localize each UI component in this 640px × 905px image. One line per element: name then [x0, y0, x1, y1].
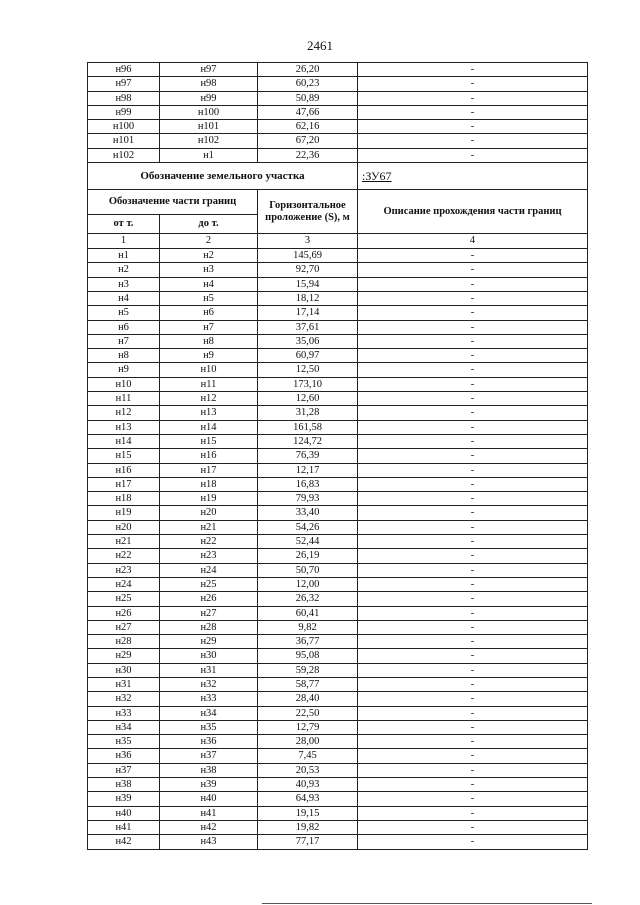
from-point-cell: н34	[88, 720, 160, 734]
table-row	[88, 134, 588, 148]
to-point-cell: н99	[160, 91, 258, 105]
length-cell: 35,06	[258, 334, 358, 348]
description-cell: -	[358, 592, 588, 606]
to-point-cell: н16	[160, 449, 258, 463]
to-point-cell: н28	[160, 620, 258, 634]
to-point-cell: н11	[160, 377, 258, 391]
top-rows	[88, 63, 588, 163]
to-point-cell: н8	[160, 334, 258, 348]
description-cell: -	[358, 363, 588, 377]
to-point-cell: н12	[160, 392, 258, 406]
to-point-cell: н5	[160, 291, 258, 305]
description-cell: -	[358, 349, 588, 363]
length-cell: 77,17	[258, 835, 358, 849]
length-cell: 28,40	[258, 692, 358, 706]
description-cell: -	[358, 334, 588, 348]
table-row	[88, 592, 588, 606]
table-row	[88, 563, 588, 577]
description-cell: -	[358, 263, 588, 277]
to-point-cell: н23	[160, 549, 258, 563]
length-cell: 17,14	[258, 306, 358, 320]
to-point-cell: н41	[160, 806, 258, 820]
from-point-cell: н28	[88, 635, 160, 649]
plot-row	[88, 163, 588, 190]
table-row	[88, 463, 588, 477]
to-point-cell: н15	[160, 434, 258, 448]
bottom-rule	[262, 903, 592, 904]
from-point-cell: н17	[88, 477, 160, 491]
length-cell: 60,23	[258, 77, 358, 91]
from-point-cell: н6	[88, 320, 160, 334]
from-point-cell: н100	[88, 120, 160, 134]
from-point-cell: н21	[88, 535, 160, 549]
length-cell: 64,93	[258, 792, 358, 806]
table-row	[88, 706, 588, 720]
from-point-cell: н18	[88, 492, 160, 506]
to-point-cell: н1	[160, 148, 258, 162]
table-row	[88, 763, 588, 777]
to-point-cell: н4	[160, 277, 258, 291]
from-point-cell: н40	[88, 806, 160, 820]
description-cell: -	[358, 134, 588, 148]
description-cell: -	[358, 120, 588, 134]
from-point-cell: н11	[88, 392, 160, 406]
to-point-cell: н17	[160, 463, 258, 477]
table-row	[88, 635, 588, 649]
to-point-cell: н7	[160, 320, 258, 334]
description-cell: -	[358, 434, 588, 448]
description-cell: -	[358, 720, 588, 734]
from-point-cell: н35	[88, 735, 160, 749]
to-point-cell: н40	[160, 792, 258, 806]
description-cell: -	[358, 806, 588, 820]
to-point-cell: н102	[160, 134, 258, 148]
length-cell: 18,12	[258, 291, 358, 305]
to-point-cell: н31	[160, 663, 258, 677]
from-point-cell: н39	[88, 792, 160, 806]
length-cell: 26,19	[258, 549, 358, 563]
table-row	[88, 334, 588, 348]
length-cell: 15,94	[258, 277, 358, 291]
to-point-cell: н2	[160, 249, 258, 263]
table-row	[88, 249, 588, 263]
length-cell: 60,41	[258, 606, 358, 620]
length-cell: 76,39	[258, 449, 358, 463]
part-designation-header: Обозначение части границ	[88, 190, 258, 215]
description-cell: -	[358, 306, 588, 320]
length-cell: 20,53	[258, 763, 358, 777]
table-row	[88, 263, 588, 277]
to-point-cell: н13	[160, 406, 258, 420]
table-row	[88, 91, 588, 105]
from-point-cell: н9	[88, 363, 160, 377]
length-cell: 52,44	[258, 535, 358, 549]
to-point-cell: н42	[160, 820, 258, 834]
to-point-cell: н39	[160, 778, 258, 792]
column-number: 2	[160, 234, 258, 249]
from-point-cell: н1	[88, 249, 160, 263]
table-row	[88, 663, 588, 677]
table-row	[88, 749, 588, 763]
description-cell: -	[358, 377, 588, 391]
description-cell: -	[358, 635, 588, 649]
length-cell: 58,77	[258, 677, 358, 691]
length-cell: 95,08	[258, 649, 358, 663]
to-point-cell: н9	[160, 349, 258, 363]
to-point-cell: н10	[160, 363, 258, 377]
from-point-cell: н14	[88, 434, 160, 448]
to-point-cell: н27	[160, 606, 258, 620]
description-cell: -	[358, 692, 588, 706]
table-row	[88, 835, 588, 849]
table-row	[88, 820, 588, 834]
description-cell: -	[358, 506, 588, 520]
to-point-cell: н36	[160, 735, 258, 749]
description-header: Описание прохождения части границ	[358, 190, 588, 234]
table-row	[88, 449, 588, 463]
table-row	[88, 477, 588, 491]
length-cell: 19,15	[258, 806, 358, 820]
length-cell: 161,58	[258, 420, 358, 434]
description-cell: -	[358, 735, 588, 749]
from-point-cell: н27	[88, 620, 160, 634]
table-row	[88, 806, 588, 820]
to-point-cell: н29	[160, 635, 258, 649]
description-cell: -	[358, 463, 588, 477]
plot-value: :ЗУ67	[362, 169, 392, 184]
from-point-cell: н42	[88, 835, 160, 849]
length-cell: 12,17	[258, 463, 358, 477]
to-point-cell: н26	[160, 592, 258, 606]
description-cell: -	[358, 291, 588, 305]
description-cell: -	[358, 620, 588, 634]
column-number: 4	[358, 234, 588, 249]
from-point-cell: н25	[88, 592, 160, 606]
from-point-cell: н33	[88, 706, 160, 720]
length-cell: 19,82	[258, 820, 358, 834]
table-row	[88, 120, 588, 134]
description-cell: -	[358, 406, 588, 420]
from-point-cell: н38	[88, 778, 160, 792]
description-cell: -	[358, 820, 588, 834]
to-point-cell: н20	[160, 506, 258, 520]
length-cell: 12,60	[258, 392, 358, 406]
table-row	[88, 320, 588, 334]
length-header: Горизонтальное проложение (S), м	[258, 190, 358, 234]
from-point-cell: н32	[88, 692, 160, 706]
from-point-cell: н97	[88, 77, 160, 91]
from-point-cell: н37	[88, 763, 160, 777]
from-point-cell: н13	[88, 420, 160, 434]
table-row	[88, 506, 588, 520]
from-point-cell: н7	[88, 334, 160, 348]
length-cell: 62,16	[258, 120, 358, 134]
length-cell: 22,36	[258, 148, 358, 162]
table-row	[88, 434, 588, 448]
table-row	[88, 63, 588, 77]
length-cell: 16,83	[258, 477, 358, 491]
table-row	[88, 549, 588, 563]
description-cell: -	[358, 249, 588, 263]
from-header: от т.	[88, 215, 160, 234]
description-cell: -	[358, 520, 588, 534]
length-cell: 173,10	[258, 377, 358, 391]
from-point-cell: н2	[88, 263, 160, 277]
length-cell: 47,66	[258, 105, 358, 119]
from-point-cell: н30	[88, 663, 160, 677]
table-row	[88, 692, 588, 706]
from-point-cell: н41	[88, 820, 160, 834]
to-point-cell: н25	[160, 577, 258, 591]
description-cell: -	[358, 606, 588, 620]
length-cell: 12,00	[258, 577, 358, 591]
column-number: 3	[258, 234, 358, 249]
description-cell: -	[358, 677, 588, 691]
table-row	[88, 535, 588, 549]
length-cell: 22,50	[258, 706, 358, 720]
table-row	[88, 377, 588, 391]
table-row	[88, 492, 588, 506]
from-point-cell: н36	[88, 749, 160, 763]
description-cell: -	[358, 492, 588, 506]
length-cell: 92,70	[258, 263, 358, 277]
header-row-1	[88, 190, 588, 215]
length-cell: 37,61	[258, 320, 358, 334]
table-row	[88, 306, 588, 320]
plot-header	[88, 163, 588, 249]
from-point-cell: н22	[88, 549, 160, 563]
from-point-cell: н98	[88, 91, 160, 105]
to-point-cell: н24	[160, 563, 258, 577]
length-cell: 79,93	[258, 492, 358, 506]
description-cell: -	[358, 535, 588, 549]
table-row	[88, 363, 588, 377]
table-row	[88, 649, 588, 663]
description-cell: -	[358, 277, 588, 291]
to-point-cell: н101	[160, 120, 258, 134]
table-row	[88, 406, 588, 420]
plot-value-cell	[358, 163, 588, 190]
description-cell: -	[358, 148, 588, 162]
table-row	[88, 277, 588, 291]
length-cell: 12,79	[258, 720, 358, 734]
description-cell: -	[358, 749, 588, 763]
description-cell: -	[358, 563, 588, 577]
table-row	[88, 778, 588, 792]
table-row	[88, 105, 588, 119]
table-row	[88, 349, 588, 363]
from-point-cell: н20	[88, 520, 160, 534]
length-cell: 67,20	[258, 134, 358, 148]
table-row	[88, 77, 588, 91]
length-cell: 12,50	[258, 363, 358, 377]
length-cell: 145,69	[258, 249, 358, 263]
to-point-cell: н18	[160, 477, 258, 491]
length-cell: 50,89	[258, 91, 358, 105]
from-point-cell: н19	[88, 506, 160, 520]
to-point-cell: н32	[160, 677, 258, 691]
table-row	[88, 148, 588, 162]
description-cell: -	[358, 477, 588, 491]
description-cell: -	[358, 420, 588, 434]
description-cell: -	[358, 835, 588, 849]
from-point-cell: н23	[88, 563, 160, 577]
table-row	[88, 420, 588, 434]
description-cell: -	[358, 549, 588, 563]
description-cell: -	[358, 392, 588, 406]
description-cell: -	[358, 91, 588, 105]
from-point-cell: н102	[88, 148, 160, 162]
from-point-cell: н101	[88, 134, 160, 148]
to-point-cell: н38	[160, 763, 258, 777]
table-row	[88, 735, 588, 749]
from-point-cell: н5	[88, 306, 160, 320]
to-point-cell: н34	[160, 706, 258, 720]
from-point-cell: н4	[88, 291, 160, 305]
description-cell: -	[358, 320, 588, 334]
from-point-cell: н3	[88, 277, 160, 291]
table-row	[88, 792, 588, 806]
from-point-cell: н24	[88, 577, 160, 591]
table-row	[88, 620, 588, 634]
page-number: 2461	[307, 38, 333, 53]
description-cell: -	[358, 649, 588, 663]
to-point-cell: н3	[160, 263, 258, 277]
to-point-cell: н30	[160, 649, 258, 663]
description-cell: -	[358, 63, 588, 77]
to-point-cell: н37	[160, 749, 258, 763]
description-cell: -	[358, 706, 588, 720]
from-point-cell: н16	[88, 463, 160, 477]
table-row	[88, 577, 588, 591]
to-point-cell: н22	[160, 535, 258, 549]
table-row	[88, 520, 588, 534]
description-cell: -	[358, 792, 588, 806]
plot-label: Обозначение земельного участка	[88, 163, 358, 190]
to-point-cell: н6	[160, 306, 258, 320]
to-point-cell: н14	[160, 420, 258, 434]
description-cell: -	[358, 663, 588, 677]
boundary-table	[87, 62, 588, 850]
from-point-cell: н29	[88, 649, 160, 663]
table-row	[88, 720, 588, 734]
from-point-cell: н15	[88, 449, 160, 463]
to-point-cell: н97	[160, 63, 258, 77]
length-cell: 54,26	[258, 520, 358, 534]
length-cell: 9,82	[258, 620, 358, 634]
description-cell: -	[358, 577, 588, 591]
description-cell: -	[358, 449, 588, 463]
description-cell: -	[358, 77, 588, 91]
length-cell: 124,72	[258, 434, 358, 448]
to-point-cell: н19	[160, 492, 258, 506]
length-cell: 26,32	[258, 592, 358, 606]
main-rows	[88, 249, 588, 849]
description-cell: -	[358, 778, 588, 792]
from-point-cell: н96	[88, 63, 160, 77]
from-point-cell: н31	[88, 677, 160, 691]
description-cell: -	[358, 763, 588, 777]
length-cell: 36,77	[258, 635, 358, 649]
length-cell: 33,40	[258, 506, 358, 520]
length-cell: 40,93	[258, 778, 358, 792]
from-point-cell: н8	[88, 349, 160, 363]
to-point-cell: н100	[160, 105, 258, 119]
table-row	[88, 291, 588, 305]
column-number-row	[88, 234, 588, 249]
table-row	[88, 677, 588, 691]
length-cell: 59,28	[258, 663, 358, 677]
to-point-cell: н35	[160, 720, 258, 734]
to-header: до т.	[160, 215, 258, 234]
length-cell: 31,28	[258, 406, 358, 420]
from-point-cell: н99	[88, 105, 160, 119]
to-point-cell: н21	[160, 520, 258, 534]
from-point-cell: н10	[88, 377, 160, 391]
to-point-cell: н33	[160, 692, 258, 706]
table-row	[88, 606, 588, 620]
length-cell: 60,97	[258, 349, 358, 363]
to-point-cell: н43	[160, 835, 258, 849]
description-cell: -	[358, 105, 588, 119]
from-point-cell: н26	[88, 606, 160, 620]
to-point-cell: н98	[160, 77, 258, 91]
from-point-cell: н12	[88, 406, 160, 420]
table-row	[88, 392, 588, 406]
length-cell: 50,70	[258, 563, 358, 577]
length-cell: 26,20	[258, 63, 358, 77]
column-number: 1	[88, 234, 160, 249]
length-cell: 7,45	[258, 749, 358, 763]
length-cell: 28,00	[258, 735, 358, 749]
